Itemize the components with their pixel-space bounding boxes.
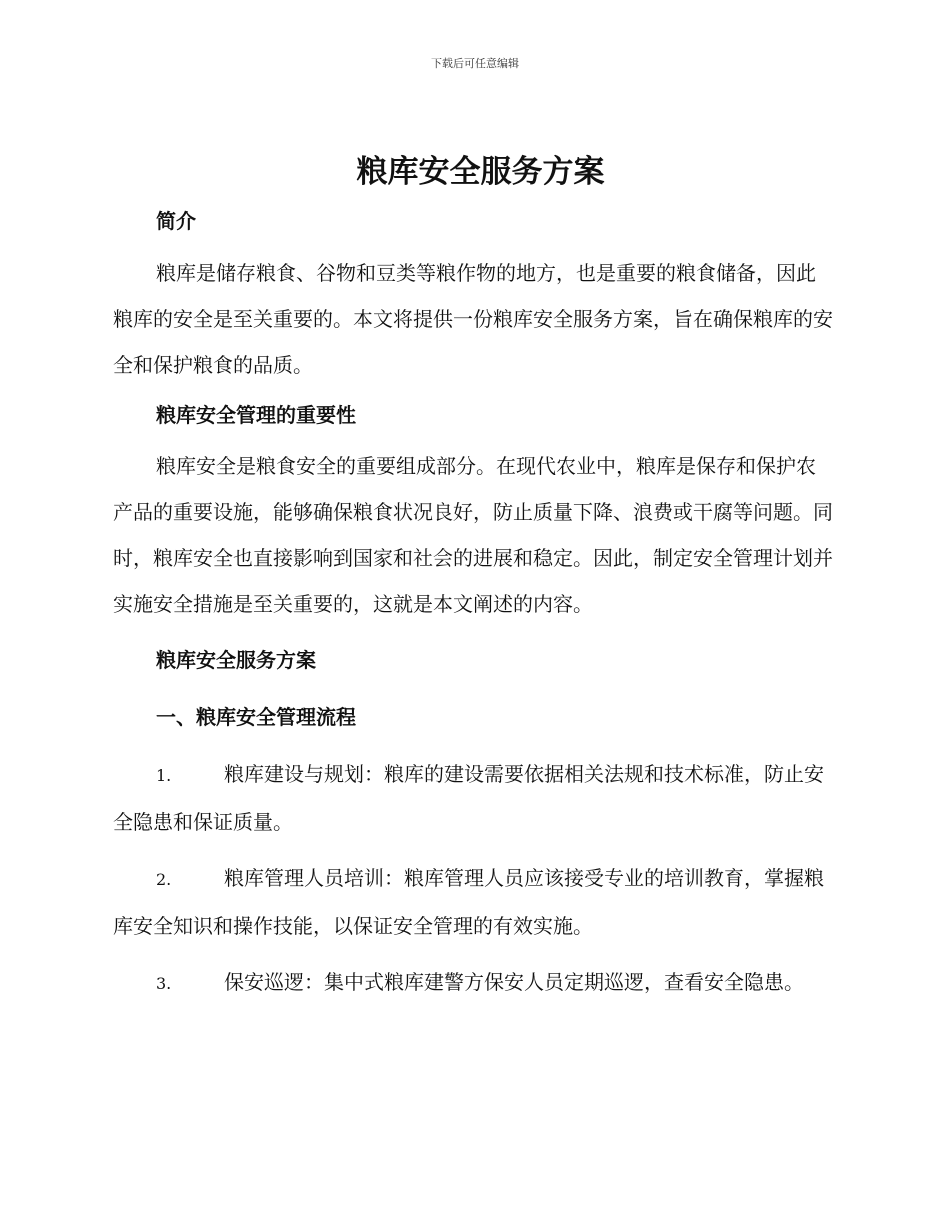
list-item-text: 粮库管理人员培训：粮库管理人员应该接受专业的培训教育，掌握粮库安全知识和操作技能，以保证安全管理的有效实施。: [113, 866, 824, 938]
plan-heading: 粮库安全服务方案: [156, 648, 316, 672]
importance-heading: 粮库安全管理的重要性: [156, 403, 356, 427]
list-item: [113, 751, 833, 845]
list-item-number: 1.: [156, 766, 172, 785]
list-item: [113, 959, 833, 1007]
importance-paragraph: 粮库安全是粮食安全的重要组成部分。在现代农业中，粮库是保存和保护农产品的重要设施，能够确保粮食状况良好，防止质量下降、浪费或干腐等问题。同时，粮库安全也直接影响到国家和社会的进展和稳定。因此，制定安全管理计划并实施安全措施是至关重要的，这就是本文阐述的内容。: [113, 454, 833, 616]
list-item-number: 3.: [156, 974, 172, 993]
list-item-text: 保安巡逻：集中式粮库建警方保安人员定期巡逻，查看安全隐患。: [224, 970, 804, 994]
process-heading: 一、粮库安全管理流程: [156, 705, 356, 729]
list-item: [113, 855, 833, 949]
list-item-number: 2.: [156, 870, 172, 889]
document-body: [113, 148, 833, 1007]
intro-paragraph: 粮库是储存粮食、谷物和豆类等粮作物的地方，也是重要的粮食储备，因此粮库的安全是至关重要的。本文将提供一份粮库安全服务方案，旨在确保粮库的安全和保护粮食的品质。: [113, 261, 833, 377]
list-item-text: 粮库建设与规划：粮库的建设需要依据相关法规和技术标准，防止安全隐患和保证质量。: [113, 762, 824, 834]
header-note: 下载后可任意编辑: [431, 57, 519, 70]
intro-heading: 简介: [156, 209, 196, 233]
document-title: 粮库安全服务方案: [356, 154, 605, 190]
